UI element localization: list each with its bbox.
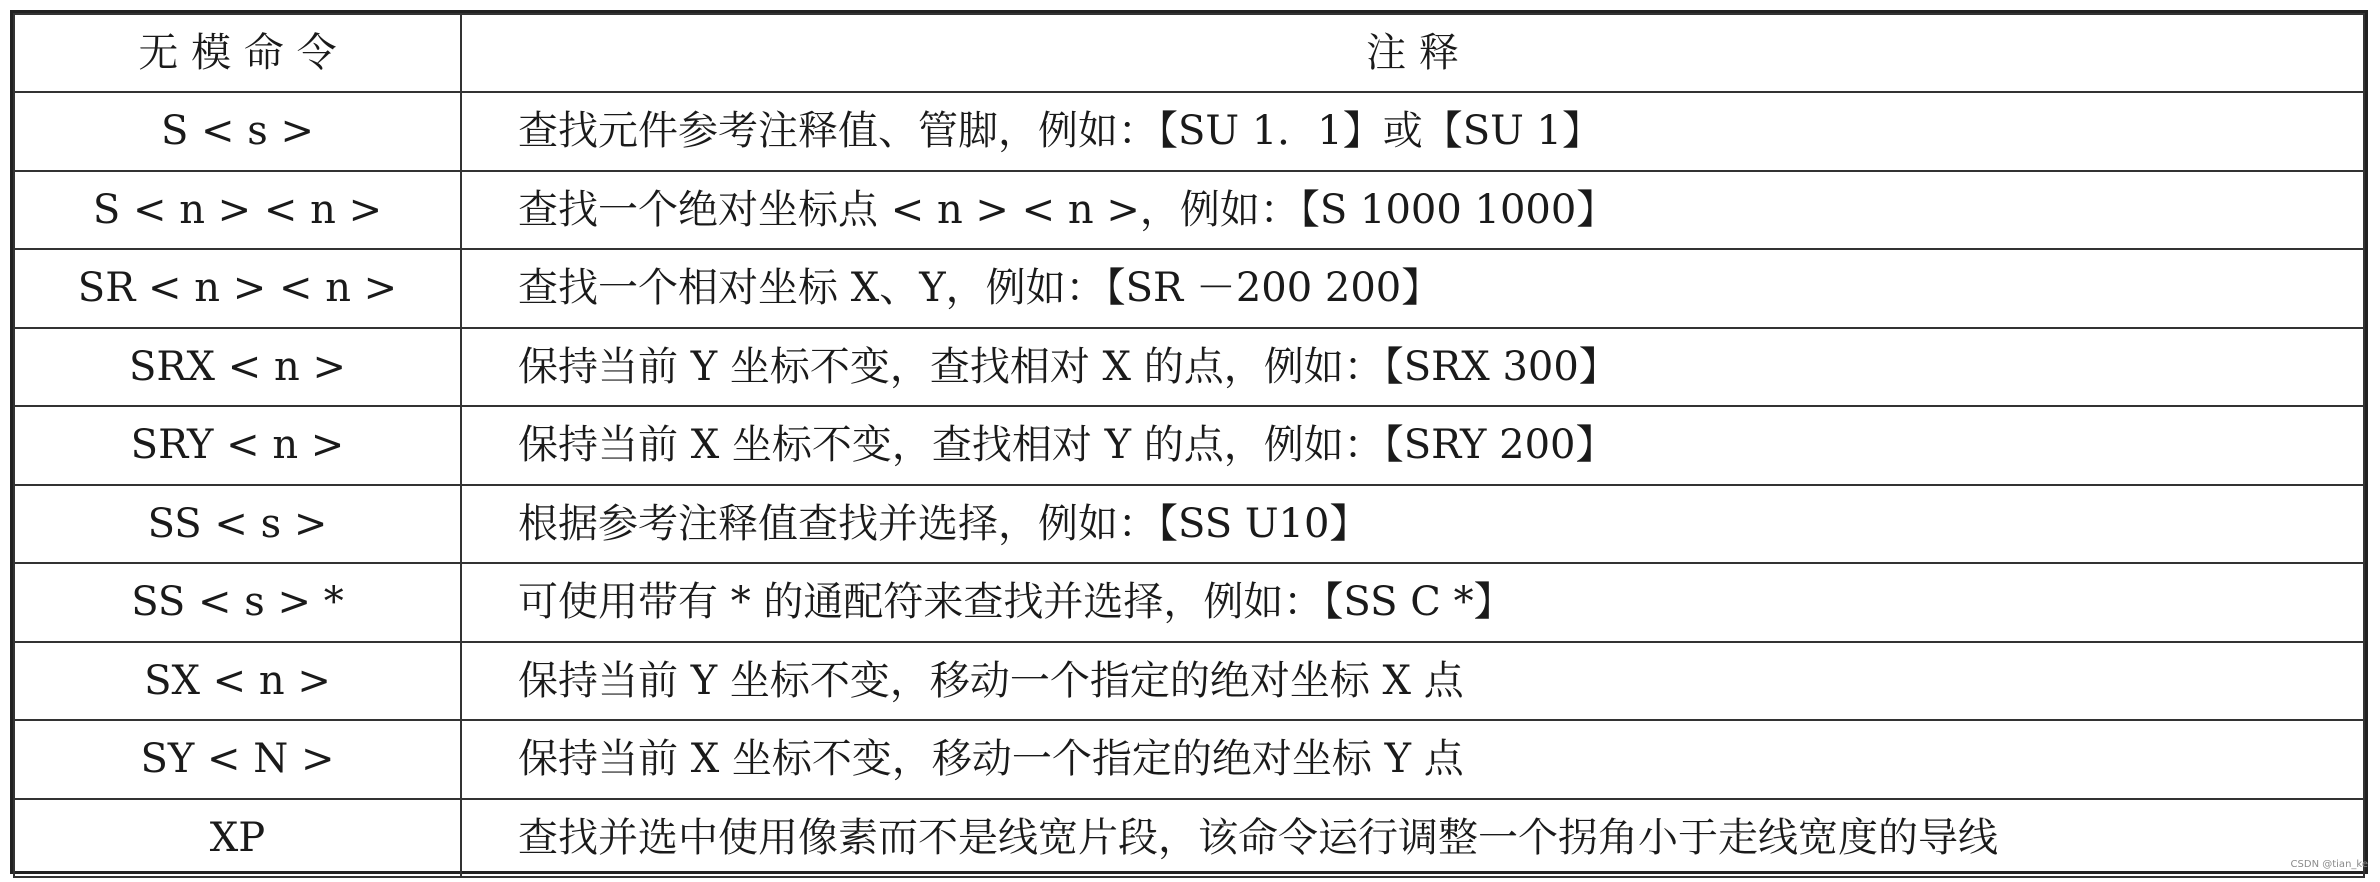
- table-row: [14, 485, 2364, 564]
- note-cell: 查找并选中使用像素而不是线宽片段，该命令运行调整一个拐角小于走线宽度的导线: [461, 799, 2364, 878]
- note-cell: 保持当前 X 坐标不变，移动一个指定的绝对坐标 Y 点: [461, 720, 2364, 799]
- note-cell: 查找元件参考注释值、管脚，例如：【SU 1．1】或【SU 1】: [461, 92, 2364, 171]
- table-row: [14, 328, 2364, 407]
- table-row: [14, 799, 2364, 878]
- table-row: [14, 171, 2364, 250]
- command-cell: SY < N >: [14, 720, 461, 799]
- note-cell: 可使用带有 * 的通配符来查找并选择，例如：【SS C *】: [461, 563, 2364, 642]
- table-row: [14, 563, 2364, 642]
- table-row: [14, 249, 2364, 328]
- table-row: [14, 642, 2364, 721]
- watermark: CSDN @tian_ke: [2290, 859, 2368, 870]
- note-cell: 查找一个相对坐标 X、Y，例如：【SR －200 200】: [461, 249, 2364, 328]
- table-row: [14, 406, 2364, 485]
- command-cell: XP: [14, 799, 461, 878]
- note-cell: 根据参考注释值查找并选择，例如：【SS U10】: [461, 485, 2364, 564]
- table-header-row: [14, 14, 2364, 92]
- header-command: 无 模 命 令: [14, 14, 461, 92]
- command-cell: SRY < n >: [14, 406, 461, 485]
- command-cell: SS < s > *: [14, 563, 461, 642]
- command-cell: SR < n > < n >: [14, 249, 461, 328]
- note-cell: 查找一个绝对坐标点 < n > < n >，例如：【S 1000 1000】: [461, 171, 2364, 250]
- command-cell: S < n > < n >: [14, 171, 461, 250]
- note-cell: 保持当前 Y 坐标不变，移动一个指定的绝对坐标 X 点: [461, 642, 2364, 721]
- header-note: 注 释: [461, 14, 2364, 92]
- note-cell: 保持当前 Y 坐标不变，查找相对 X 的点，例如：【SRX 300】: [461, 328, 2364, 407]
- table-row: [14, 720, 2364, 799]
- command-cell: SRX < n >: [14, 328, 461, 407]
- command-cell: SS < s >: [14, 485, 461, 564]
- command-table-container: [10, 10, 2368, 874]
- command-cell: S < s >: [14, 92, 461, 171]
- command-table: [13, 13, 2365, 878]
- table-row: [14, 92, 2364, 171]
- command-cell: SX < n >: [14, 642, 461, 721]
- note-cell: 保持当前 X 坐标不变，查找相对 Y 的点，例如：【SRY 200】: [461, 406, 2364, 485]
